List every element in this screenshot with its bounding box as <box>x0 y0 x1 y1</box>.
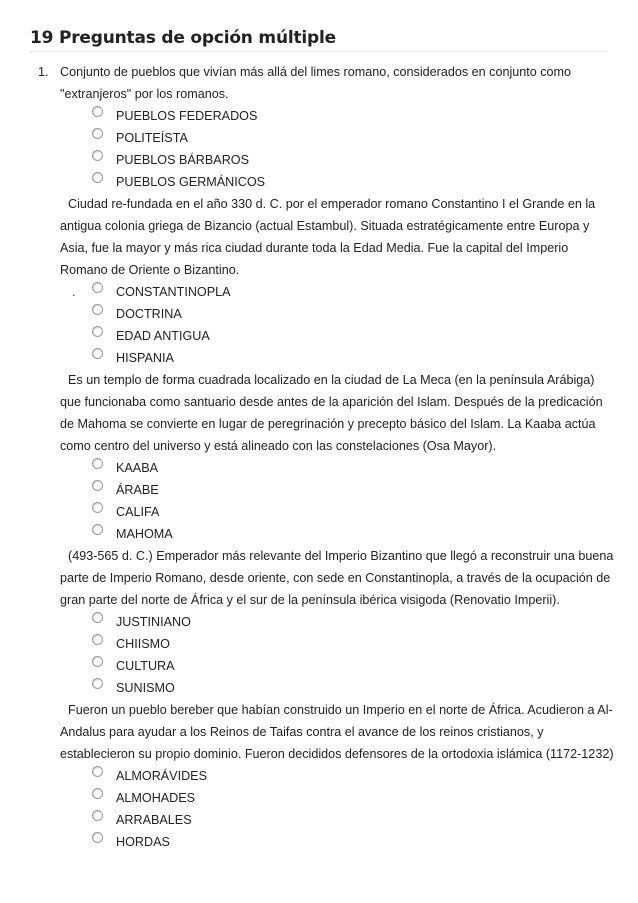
answer-option[interactable] <box>60 347 616 369</box>
answer-label: SUNISMO <box>116 681 175 695</box>
answer-label: HORDAS <box>116 835 170 849</box>
answer-option[interactable] <box>60 149 616 171</box>
answer-options <box>60 457 616 545</box>
answer-label: ALMORÁVIDES <box>116 769 207 783</box>
list-marker: . <box>72 285 76 299</box>
question-number: 1. <box>38 65 49 79</box>
answer-option[interactable] <box>60 105 616 127</box>
answer-option[interactable] <box>60 281 616 303</box>
radio-button-icon[interactable] <box>92 326 103 337</box>
radio-button-icon[interactable] <box>92 128 103 139</box>
answer-label: CONSTANTINOPLA <box>116 285 231 299</box>
question-text: Conjunto de pueblos que vivían más allá del limes romano, considerados en conjunto como "extranjeros" por los romanos. <box>60 65 572 101</box>
radio-button-icon[interactable] <box>92 678 103 689</box>
radio-button-icon[interactable] <box>92 524 103 535</box>
answer-label: ARRABALES <box>116 813 192 827</box>
answer-option[interactable] <box>60 765 616 787</box>
page-title: 19 Preguntas de opción múltiple <box>30 28 608 52</box>
radio-button-icon[interactable] <box>92 810 103 821</box>
radio-button-icon[interactable] <box>92 348 103 359</box>
answer-label: PUEBLOS FEDERADOS <box>116 109 258 123</box>
answer-options <box>60 281 616 369</box>
answer-option[interactable] <box>60 303 616 325</box>
answer-option[interactable] <box>60 127 616 149</box>
radio-button-icon[interactable] <box>92 502 103 513</box>
answer-label: ALMOHADES <box>116 791 196 805</box>
answer-options <box>60 765 616 853</box>
answer-label: CULTURA <box>116 659 175 673</box>
radio-button-icon[interactable] <box>92 480 103 491</box>
answer-option[interactable] <box>60 325 616 347</box>
answer-option[interactable] <box>60 787 616 809</box>
question-text: (493-565 d. C.) Emperador más relevante del Imperio Bizantino que llegó a reconstruir una buena parte de Imperio Romano, desde oriente, con sede en Constantinopla, a través de la ocupación de gran parte del norte de África y el sur de la península ibérica visigoda (Renovatio Imperii). <box>60 549 614 607</box>
answer-label: CALIFA <box>116 505 160 519</box>
radio-button-icon[interactable] <box>92 788 103 799</box>
answer-label: JUSTINIANO <box>116 615 191 629</box>
radio-button-icon[interactable] <box>92 172 103 183</box>
question-4 <box>60 545 616 699</box>
answer-label: HISPANIA <box>116 351 174 365</box>
radio-button-icon[interactable] <box>92 832 103 843</box>
question-3 <box>60 369 616 545</box>
radio-button-icon[interactable] <box>92 766 103 777</box>
answer-label: ÁRABE <box>116 483 159 497</box>
radio-button-icon[interactable] <box>92 656 103 667</box>
answer-option[interactable] <box>60 611 616 633</box>
radio-button-icon[interactable] <box>92 282 103 293</box>
answer-label: CHIISMO <box>116 637 170 651</box>
question-text: Ciudad re-fundada en el año 330 d. C. por el emperador romano Constantino I el Grande en la antigua colonia griega de Bizancio (actual Estambul). Situada estratégicamente entre Europa y Asia, fue la mayor y más rica ciudad durante toda la Edad Media. Fue la capital del Imperio Romano de Oriente o Bizantino. <box>60 197 596 277</box>
question-5 <box>60 699 616 853</box>
answer-option[interactable] <box>60 479 616 501</box>
radio-button-icon[interactable] <box>92 304 103 315</box>
answer-option[interactable] <box>60 831 616 853</box>
radio-button-icon[interactable] <box>92 150 103 161</box>
answer-options <box>60 611 616 699</box>
answer-option[interactable] <box>60 457 616 479</box>
question-text: Es un templo de forma cuadrada localizado en la ciudad de La Meca (en la península Arábiga) que funcionaba como santuario desde antes de la aparición del Islam. Después de la predicación de Mahoma se convierte en lugar de peregrinación y precepto básico del Islam. La Kaaba actúa como centro del universo y está alineado con las constelaciones (Osa Mayor). <box>60 373 603 453</box>
question-list <box>38 61 616 853</box>
answer-option[interactable] <box>60 501 616 523</box>
answer-option[interactable] <box>60 171 616 193</box>
radio-button-icon[interactable] <box>92 612 103 623</box>
question-2 <box>60 193 616 369</box>
answer-label: MAHOMA <box>116 527 173 541</box>
answer-label: PUEBLOS BÁRBAROS <box>116 153 249 167</box>
answer-label: EDAD ANTIGUA <box>116 329 210 343</box>
question-1 <box>38 61 616 193</box>
answer-option[interactable] <box>60 809 616 831</box>
answer-label: PUEBLOS GERMÁNICOS <box>116 175 266 189</box>
answer-label: KAABA <box>116 461 158 475</box>
answer-option[interactable] <box>60 655 616 677</box>
answer-options <box>60 105 616 193</box>
question-text: Fueron un pueblo bereber que habían construido un Imperio en el norte de África. Acudieron a Al-Andalus para ayudar a los Reinos de Taifas contra el avance de los reinos cristianos, y establecieron su propio dominio. Fueron decididos defensores de la ortodoxia islámica (1172-1232) <box>60 703 614 761</box>
answer-option[interactable] <box>60 523 616 545</box>
answer-option[interactable] <box>60 633 616 655</box>
answer-option[interactable] <box>60 677 616 699</box>
answer-label: POLITEÍSTA <box>116 131 188 145</box>
answer-label: DOCTRINA <box>116 307 182 321</box>
radio-button-icon[interactable] <box>92 106 103 117</box>
radio-button-icon[interactable] <box>92 458 103 469</box>
radio-button-icon[interactable] <box>92 634 103 645</box>
